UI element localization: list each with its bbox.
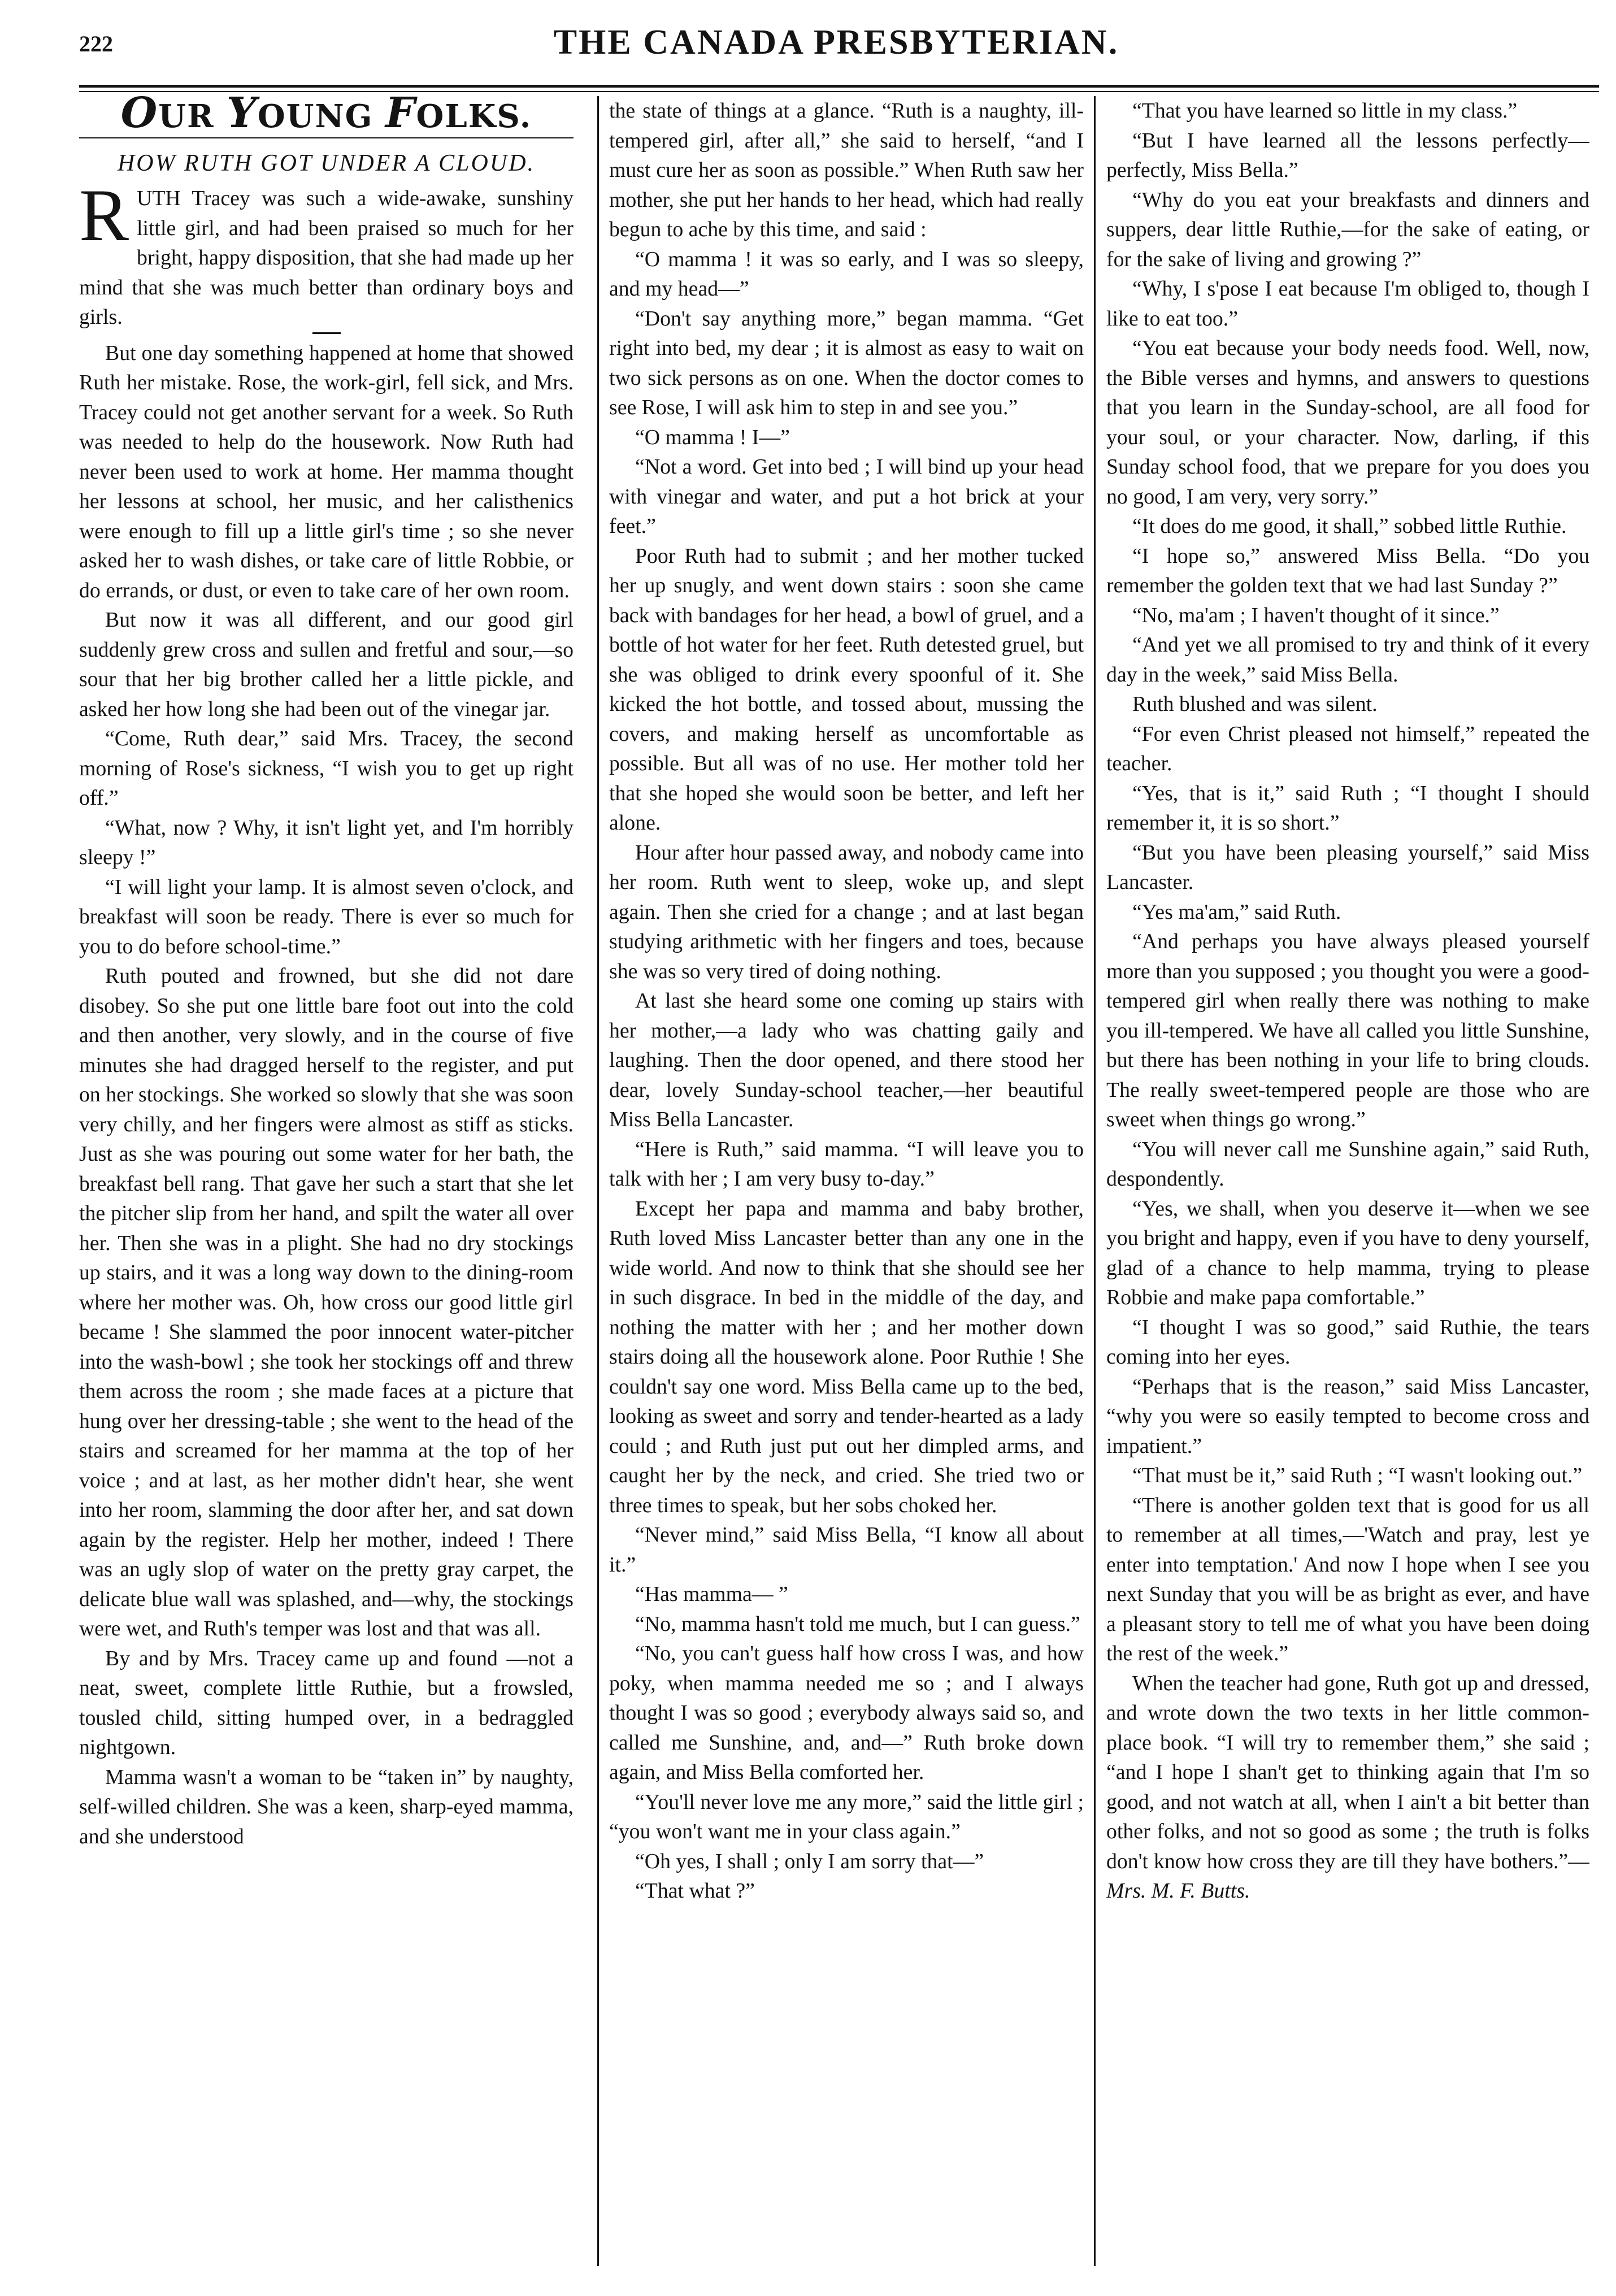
article-paragraph: “Come, Ruth dear,” said Mrs. Tracey, the second morning of Rose's sickness, “I wish you to get up right off.” [79, 727, 574, 810]
section-title: OUR YOUNG FOLKS. [120, 96, 532, 137]
article-paragraph: Except her papa and mamma and baby brother, Ruth loved Miss Lancaster better than any one in the wide world. And now to think that she should see her in such disgrace. In bed in the middle of the day, and nothing the matter with her ; and her mother down stairs doing all the housework alone. Poor Ruthie ! She couldn't say one word. Miss Bella came up to the bed, looking as sweet and sorry and tender-hearted as a lady could ; and Ruth just put out her dimpled arms, and caught her by the neck, and cried. She tried two or three times to speak, but her sobs choked her. [609, 1196, 1084, 1517]
article-paragraph: “You will never call me Sunshine again,” said Ruth, despondently. [1106, 1137, 1589, 1191]
column-divider [597, 96, 599, 2266]
article-paragraph: “Why do you eat your breakfasts and dinners and suppers, dear little Ruthie,—for the sake of eating, or for the sake of living and growing ?” [1106, 188, 1589, 271]
article-paragraph: the state of things at a glance. “Ruth is a naughty, ill-tempered girl, after all,” she said to herself, “and I must cure her as soon as possible.” When Ruth saw her mother, she put her hands to her head, which had really begun to ache by this time, and said : [609, 99, 1084, 241]
article-paragraph: “And yet we all promised to try and think of it every day in the week,” said Miss Bella. [1106, 633, 1589, 687]
article-paragraph: “Why, I s'pose I eat because I'm obliged to, though I like to eat too.” [1106, 277, 1589, 331]
article-paragraph: “But I have learned all the lessons perfectly—perfectly, Miss Bella.” [1106, 128, 1589, 182]
article-paragraph: “For even Christ pleased not himself,” repeated the teacher. [1106, 722, 1589, 775]
article-paragraph: Ruth pouted and frowned, but she did not dare disobey. So she put one little bare foot out into the cold and then another, very slowly, and in the course of five minutes she had dragged herself to the register, and put on her stockings. She worked so slowly that she was soon very chilly, and her fingers were almost as stiff as sticks. Just as she was pouring out some water for her bath, the breakfast bell rang. That gave her such a start that she let the pitcher slip from her hand, and spilt the water all over her. Then she was in a plight. She had no dry stockings up stairs, and it was a long way down to the dining-room where her mother was. Oh, how cross our good little girl became ! She slammed the poor innocent water-pitcher into the wash-bowl ; she took her stockings off and threw them across the room ; she made faces at a picture that hung over her dressing-table ; she went to the head of the stairs and screamed for her mamma at the top of her voice ; and at last, as her mother didn't hear, she went into her room, slamming the door after her, and sat down again by the register. Help her mother, indeed ! There was an ugly slop of water on the pretty gray carpet, the delicate blue wall was splashed, and—why, the stockings were wet, and Ruth's temper was lost and that was all. [79, 964, 574, 1640]
article-paragraph: “No, mamma hasn't told me much, but I can guess.” [635, 1612, 1080, 1636]
article-paragraph: “Perhaps that is the reason,” said Miss Lancaster, “why you were so easily tempted to become cross and impatient.” [1106, 1374, 1589, 1458]
article-paragraph: Poor Ruth had to submit ; and her mother tucked her up snugly, and went down stairs : soon she came back with bandages for her head, a bowl of gruel, and a bottle of hot water for her feet. Ruth detested gruel, but she was obliged to drink every spoonful of it. She kicked the hot bottle, and tossed about, mussing the covers, and making herself as uncomfortable as possible. But all was of no use. Her mother told her that she hoped she would soon be better, and left her alone. [609, 544, 1084, 835]
lead-paragraph: RUTH Tracey was such a wide-awake, sunshiny little girl, and had been praised so much for her bright, happy disposition, that she had made up her mind that she was much better than ordinary boys and girls. [79, 173, 574, 329]
article-paragraph: “Yes, we shall, when you deserve it—when we see you bright and happy, even if you have to deny yourself, glad of a chance to help mamma, trying to please Robbie and make papa comfortable.” [1106, 1196, 1589, 1309]
article-paragraph: “That you have learned so little in my class.” [1132, 99, 1518, 123]
article-paragraph: “But you have been pleasing yourself,” said Miss Lancaster. [1106, 840, 1589, 894]
article-paragraph: “It does do me good, it shall,” sobbed little Ruthie. [1132, 514, 1567, 538]
article-paragraph: “Yes, that is it,” said Ruth ; “I thought I should remember it, it is so short.” [1106, 781, 1589, 835]
header-rule-thin [79, 91, 1599, 92]
article-paragraph: But one day something happened at home that showed Ruth her mistake. Rose, the work-girl, fell sick, and Mrs. Tracey could not get another servant for a week. So Ruth was needed to help do the housework. Now Ruth had never been used to work at home. Her mamma thought her lessons at school, her music, and her calisthenics were enough to fill up a little girl's time ; so she never asked her to wash dishes, or take care of little Robbie, or do errands, or dust, or even to take care of her own room. [79, 341, 574, 602]
article-paragraph: “No, you can't guess half how cross I was, and how poky, when mamma needed me so ; and I always thought I was so good ; everybody always said so, and called me Sunshine, and, and—” Ruth broke down again, and Miss Bella comforted her. [609, 1642, 1084, 1784]
article-paragraph: “I will light your lamp. It is almost seven o'clock, and breakfast will soon be ready. There is ever so much for you to do before school-time.” [79, 875, 574, 958]
article-paragraph: “I thought I was so good,” said Ruthie, the tears coming into her eyes. [1106, 1315, 1589, 1369]
article-paragraph: “What, now ? Why, it isn't light yet, and I'm horribly sleepy !” [79, 815, 574, 869]
article-paragraph: “Don't say anything more,” began mamma. “Get right into bed, my dear ; it is almost as easy to wait on two sick persons as on one. When the doctor comes to see Rose, I will ask him to step in and see you.” [609, 306, 1084, 419]
article-paragraph: “You eat because your body needs food. Well, now, the Bible verses and hymns, and answers to questions that you learn in the Sunday-school, are all food for your soul, or your character. Now, darling, if this Sunday school food, that we prepare for you does you no good, I am very, very sorry.” [1106, 336, 1589, 509]
page-header [79, 20, 1593, 83]
story-title: HOW RUTH GOT UNDER A CLOUD. [117, 150, 536, 176]
article-paragraph: But now it was all different, and our good girl suddenly grew cross and sullen and fretful and sour,—so sour that her big brother called her a little pickle, and asked her how long she had been out of the vinegar jar. [79, 608, 574, 721]
article-paragraph: When the teacher had gone, Ruth got up and dressed, and wrote down the two texts in her little common-place book. “I will try to remember them,” she said ; “and I hope I shan't get to thinking again that I'm so good, and not watch at all, when I ain't a bit better than other folks, and not so good as some ; the truth is folks don't know how cross they are till they have bothers.”—Mrs. M. F. Butts. [1106, 1671, 1589, 1903]
article-paragraph: “O mamma ! it was so early, and I was so sleepy, and my head—” [609, 247, 1084, 301]
article-paragraph: “Oh yes, I shall ; only I am sorry that—” [635, 1849, 984, 1873]
article-paragraph: “That must be it,” said Ruth ; “I wasn't looking out.” [1132, 1464, 1583, 1487]
article-paragraph: Mamma wasn't a woman to be “taken in” by naughty, self-willed children. She was a keen, sharp-eyed mamma, and she understood [79, 1765, 574, 1848]
drop-cap: R [79, 173, 129, 257]
article-paragraph: “That what ?” [635, 1879, 755, 1903]
article-paragraph: “You'll never love me any more,” said the little girl ; “you won't want me in your class again.” [609, 1790, 1084, 1843]
article-paragraph: Ruth blushed and was silent. [1132, 692, 1378, 716]
article-paragraph: “O mamma ! I—” [635, 425, 790, 449]
page-number: 222 [79, 31, 113, 57]
article-paragraph: By and by Mrs. Tracey came up and found —not a neat, sweet, complete little Ruthie, but a frowsled, tousled child, sitting humped over, in a bedraggled nightgown. [79, 1646, 574, 1759]
column-1 [79, 96, 574, 2272]
header-rule-thick [79, 85, 1599, 88]
article-paragraph: “I hope so,” answered Miss Bella. “Do you remember the golden text that we had last Sunday ?” [1106, 544, 1589, 597]
article-paragraph: “Never mind,” said Miss Bella, “I know all about it.” [609, 1523, 1084, 1577]
article-paragraph: Hour after hour passed away, and nobody came into her room. Ruth went to sleep, woke up, and slept again. Then she cried for a change ; and at last began studying arithmetic with her fingers and toes, because she was so very tired of doing nothing. [609, 840, 1084, 983]
column-3 [1106, 96, 1589, 2272]
article-paragraph: “No, ma'am ; I haven't thought of it since.” [1132, 603, 1500, 627]
column-divider [1094, 96, 1096, 2266]
article-paragraph: At last she heard some one coming up stairs with her mother,—a lady who was chatting gaily and laughing. Then the door opened, and there stood her dear, lovely Sunday-school teacher,—her beautiful Miss Bella Lancaster. [609, 989, 1084, 1131]
article-paragraph: “Has mamma— ” [635, 1582, 788, 1606]
article-paragraph: “Not a word. Get into bed ; I will bind up your head with vinegar and water, and put a hot brick at your feet.” [609, 455, 1084, 538]
article-paragraph: “And perhaps you have always pleased yourself more than you supposed ; you thought you were a good-tempered girl when really there was nothing to make you ill-tempered. We have all called you little Sunshine, but there has been nothing in your life to bring clouds. The really sweet-tempered people are those who are sweet when things go wrong.” [1106, 930, 1589, 1131]
column-2 [609, 96, 1084, 2272]
author-byline: Mrs. M. F. Butts. [1106, 1879, 1250, 1903]
article-paragraph: “There is another golden text that is good for us all to remember at all times,—'Watch and pray, lest ye enter into temptation.' And now I hope when I see you next Sunday that you will be as bright as ever, and have a pleasant story to tell me of what you have been doing the rest of the week.” [1106, 1493, 1589, 1665]
divider-rule [312, 332, 341, 334]
masthead-title: THE CANADA PRESBYTERIAN. [553, 23, 1119, 62]
article-paragraph: “Here is Ruth,” said mamma. “I will leave you to talk with her ; I am very busy to-day.” [609, 1137, 1084, 1191]
article-paragraph: “Yes ma'am,” said Ruth. [1132, 900, 1341, 924]
